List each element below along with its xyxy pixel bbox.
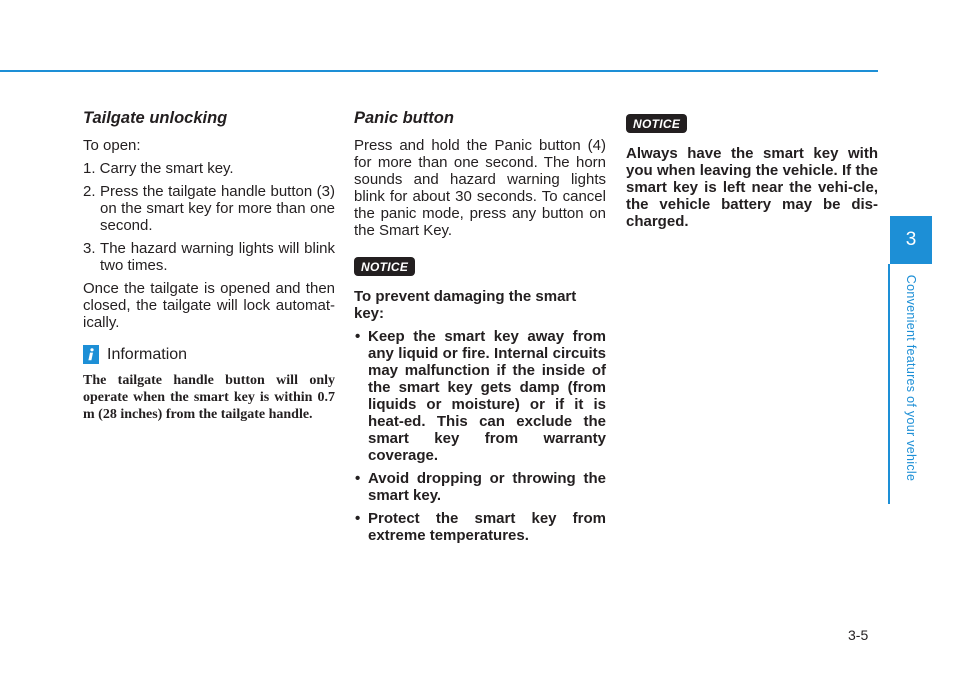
chapter-label-text: Convenient features of your vehicle [904, 274, 918, 482]
chapter-tab: 3 [890, 216, 932, 264]
information-body: The tailgate handle button will only operate when the smart key is within 0.7 m (28 inches) from the tailgate handle. [83, 373, 335, 422]
notice-bullet: • Avoid dropping or throwing the smart key. [354, 470, 606, 504]
tailgate-steps [83, 160, 335, 274]
tailgate-step: 1. Carry the smart key. [83, 160, 234, 177]
chapter-divider [888, 264, 890, 504]
section-title-tailgate: Tailgate unlocking [83, 109, 228, 127]
column-notice [626, 108, 878, 236]
tailgate-closing: Once the tailgate is opened and then closed, the tailgate will lock automat-ically. [83, 280, 335, 331]
section-title-panic: Panic button [354, 109, 454, 127]
page-number: 3-5 [848, 627, 869, 643]
tailgate-step: 3. The hazard warning lights will blink two times. [83, 240, 335, 274]
info-icon [83, 345, 99, 364]
notice-badge-wrap [354, 257, 606, 276]
panic-body: Press and hold the Panic button (4) for more than one second. The horn sounds and hazard warning lights blink for about 30 seconds. To cancel the panic mode, press any button on the Smart Key. [354, 137, 606, 239]
information-header [83, 345, 335, 364]
column-tailgate [83, 108, 335, 423]
information-title: Information [107, 346, 188, 363]
notice-bullet: • Protect the smart key from extreme temperatures. [354, 510, 606, 544]
notice-bullet: • Keep the smart key away from any liquid or fire. Internal circuits may malfunction if the inside of the smart key gets damp (from liquids or moisture) or if it is heat-ed. This can exclude the smart key from warranty coverage. [354, 328, 606, 464]
header-rule [0, 70, 878, 72]
column-panic [354, 108, 606, 550]
notice-body: Always have the smart key with you when leaving the vehicle. If the smart key is left near the vehi-cle, the vehicle battery may be dis-charged. [626, 145, 878, 230]
tailgate-step: 2. Press the tailgate handle button (3) on the smart key for more than one second. [83, 183, 335, 234]
tailgate-intro: To open: [83, 137, 141, 154]
notice-lead: To prevent damaging the smart key: [354, 288, 577, 322]
notice-badge-wrap [626, 114, 878, 133]
notice-badge: NOTICE [354, 257, 415, 276]
notice-badge: NOTICE [626, 114, 687, 133]
notice-bullets [354, 328, 606, 544]
